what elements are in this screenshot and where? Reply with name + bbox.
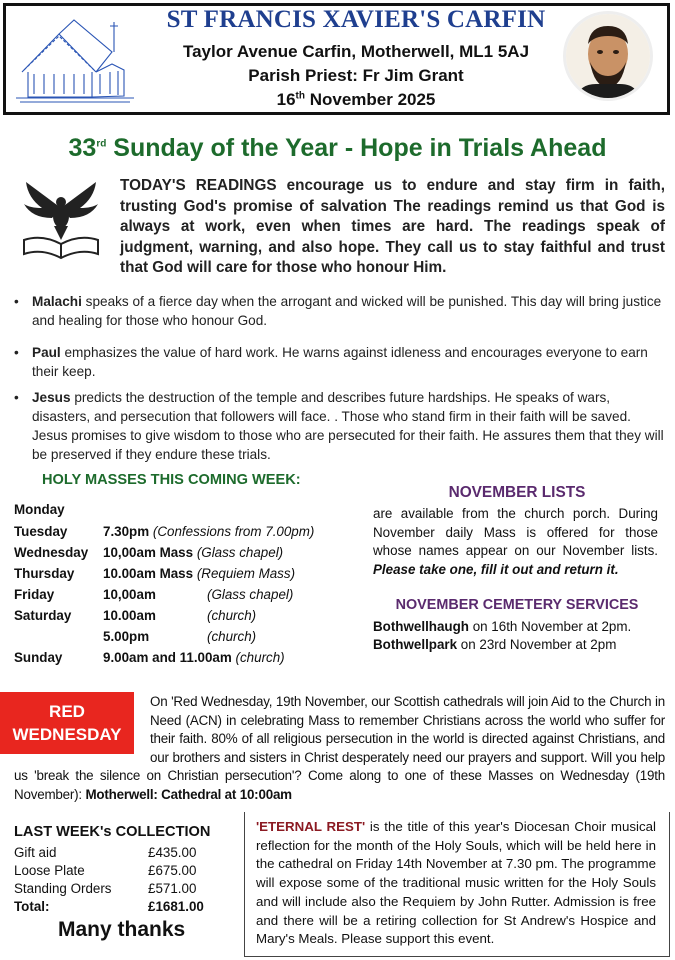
bullet-dot-icon: •: [14, 345, 19, 360]
mass-time-text: 10.00am Mass: [103, 566, 194, 581]
collection-amount: £435.00: [148, 845, 197, 860]
main-title: [0, 134, 675, 163]
title-number: 33: [68, 134, 97, 162]
collection-label: Loose Plate: [14, 863, 85, 878]
eternal-rest-title: 'ETERNAL REST': [256, 819, 366, 834]
date-day: 16: [276, 90, 296, 109]
bullet-text: predicts the destruction of the temple and describes future hardships. He speaks of wars, disasters, and persecution that followers will face. . Those who stand firm in their faith will be saved. Jesus promises to give wisdom to those who are persecuted for their faith. He assures them that they will be preserved if they endure these trials.: [32, 390, 664, 462]
collection-amount: £675.00: [148, 863, 197, 878]
red-wednesday-body: On 'Red Wednesday, 19th November, our Scottish cathedrals will join Aid to the Church in Need (ACN) in celebrating Mass to remember Christians across the world who suffer for their faith. 80% of all religious persecution in the world is directed against Christians, and our brothers and sisters in Christ desperately need our prayers and support. Will you help us 'break the silence on Christian persecution'? Come along to one of these Masses on Wednesday (19th November):: [14, 694, 665, 802]
mass-time-text: 9.00am and 11.00am: [103, 650, 232, 665]
collection-heading: LAST WEEK's COLLECTION: [14, 824, 211, 840]
cemetery-service: [373, 637, 616, 652]
mass-time: [103, 650, 285, 665]
november-lists-cta: Please take one, fill it out and return it.: [373, 561, 619, 577]
dove-bible-icon: [20, 178, 102, 262]
church-drawing-icon: [14, 12, 139, 107]
bullet-jesus: [14, 388, 664, 464]
cemetery-when: on 16th November at 2pm.: [468, 619, 632, 634]
collection-total-label: Total:: [14, 899, 50, 914]
parish-priest: Parish Priest: Fr Jim Grant: [248, 66, 464, 85]
bullet-malachi: [14, 292, 664, 330]
masses-heading: HOLY MASSES THIS COMING WEEK:: [42, 472, 301, 488]
mass-place: (Glass chapel): [207, 587, 294, 602]
november-lists-text: [373, 505, 658, 579]
date-suffix: th: [295, 90, 305, 102]
mass-time: 10.00am: [103, 608, 156, 623]
collection-total-amount: £1681.00: [148, 899, 204, 914]
mass-time-text: 7.30pm: [103, 524, 150, 539]
cemetery-place: Bothwellpark: [373, 637, 458, 652]
mass-day: Saturday: [14, 608, 72, 623]
eternal-rest-text: [256, 818, 656, 949]
cemetery-service: [373, 619, 631, 634]
cemetery-heading: NOVEMBER CEMETERY SERVICES: [395, 597, 639, 613]
mass-day: Friday: [14, 587, 55, 602]
title-text: Sunday of the Year - Hope in Trials Ahead: [106, 134, 607, 162]
mass-note: (Requiem Mass): [193, 566, 296, 581]
mass-day: Wednesday: [14, 545, 89, 560]
date-rest: November 2025: [304, 90, 436, 109]
red-wednesday-badge: [0, 692, 134, 754]
november-lists-body: are available from the church porch. During November daily Mass is offered for those whose names appear on our November lists.: [373, 506, 658, 558]
mass-note: (Glass chapel): [193, 545, 284, 560]
title-suffix: rd: [96, 138, 107, 150]
november-lists-heading: NOVEMBER LISTS: [448, 484, 586, 501]
bullet-dot-icon: •: [14, 390, 19, 405]
mass-time: [103, 524, 314, 539]
cemetery-place: Bothwellhaugh: [373, 619, 469, 634]
bullet-lead: Jesus: [32, 390, 71, 405]
mass-day: Sunday: [14, 650, 63, 665]
bullet-paul: [14, 343, 664, 381]
bullet-lead: Paul: [32, 345, 61, 360]
mass-day: Monday: [14, 502, 65, 517]
bullet-lead: Malachi: [32, 294, 82, 309]
badge-line-2: WEDNESDAY: [12, 725, 122, 744]
saint-portrait-icon: [566, 14, 650, 98]
mass-day: Tuesday: [14, 524, 68, 539]
mass-time: [103, 545, 283, 560]
bulletin-date: [146, 90, 566, 110]
collection-label: Standing Orders: [14, 881, 112, 896]
cemetery-when: on 23rd November at 2pm: [457, 637, 617, 652]
mass-note: (church): [231, 650, 285, 665]
mass-place: (church): [207, 629, 257, 644]
red-wednesday-highlight: Motherwell: Cathedral at 10:00am: [85, 786, 292, 802]
badge-line-1: RED: [49, 702, 85, 721]
mass-time: [103, 566, 295, 581]
mass-note: (Confessions from 7.00pm): [149, 524, 315, 539]
mass-day: Thursday: [14, 566, 75, 581]
eternal-rest-body: is the title of this year's Diocesan Choir musical reflection for the month of the Holy Souls, which will be held here in the cathedral on Friday 14th November at 7.30 pm. The programme will expose some of the traditional music written for the Holy Souls and will include also the Requiem by John Rutter. Admission is free and there will be a retiring collection for St Andrew's Hospice and Mary's Meals. Please support this event.: [256, 819, 656, 947]
collection-amount: £571.00: [148, 881, 197, 896]
bullet-dot-icon: •: [14, 294, 19, 309]
bullet-text: speaks of a fierce day when the arrogant and wicked will be punished. This day will bring justice and healing for those who honour God.: [32, 294, 662, 328]
mass-time-text: 10,00am Mass: [103, 545, 194, 560]
parish-address: Taylor Avenue Carfin, Motherwell, ML1 5AJ: [182, 42, 530, 61]
readings-intro: TODAY'S READINGS encourage us to endure and stay firm in faith, trusting God's promise of salvation The readings remind us that God is always at work, even when times are hard. The readings speak of judgment, warning, and also hope. They call us to stay faithful and trust that God will care for those who honour Him.: [120, 177, 665, 276]
mass-time: 5.00pm: [103, 629, 150, 644]
bullet-text: emphasizes the value of hard work. He warns against idleness and encourages everyone to earn their keep.: [32, 345, 648, 379]
many-thanks: Many thanks: [58, 918, 186, 941]
mass-place: (church): [207, 608, 257, 623]
collection-label: Gift aid: [14, 845, 57, 860]
mass-time: 10,00am: [103, 587, 156, 602]
parish-name: ST FRANCIS XAVIER'S CARFIN: [166, 6, 546, 33]
